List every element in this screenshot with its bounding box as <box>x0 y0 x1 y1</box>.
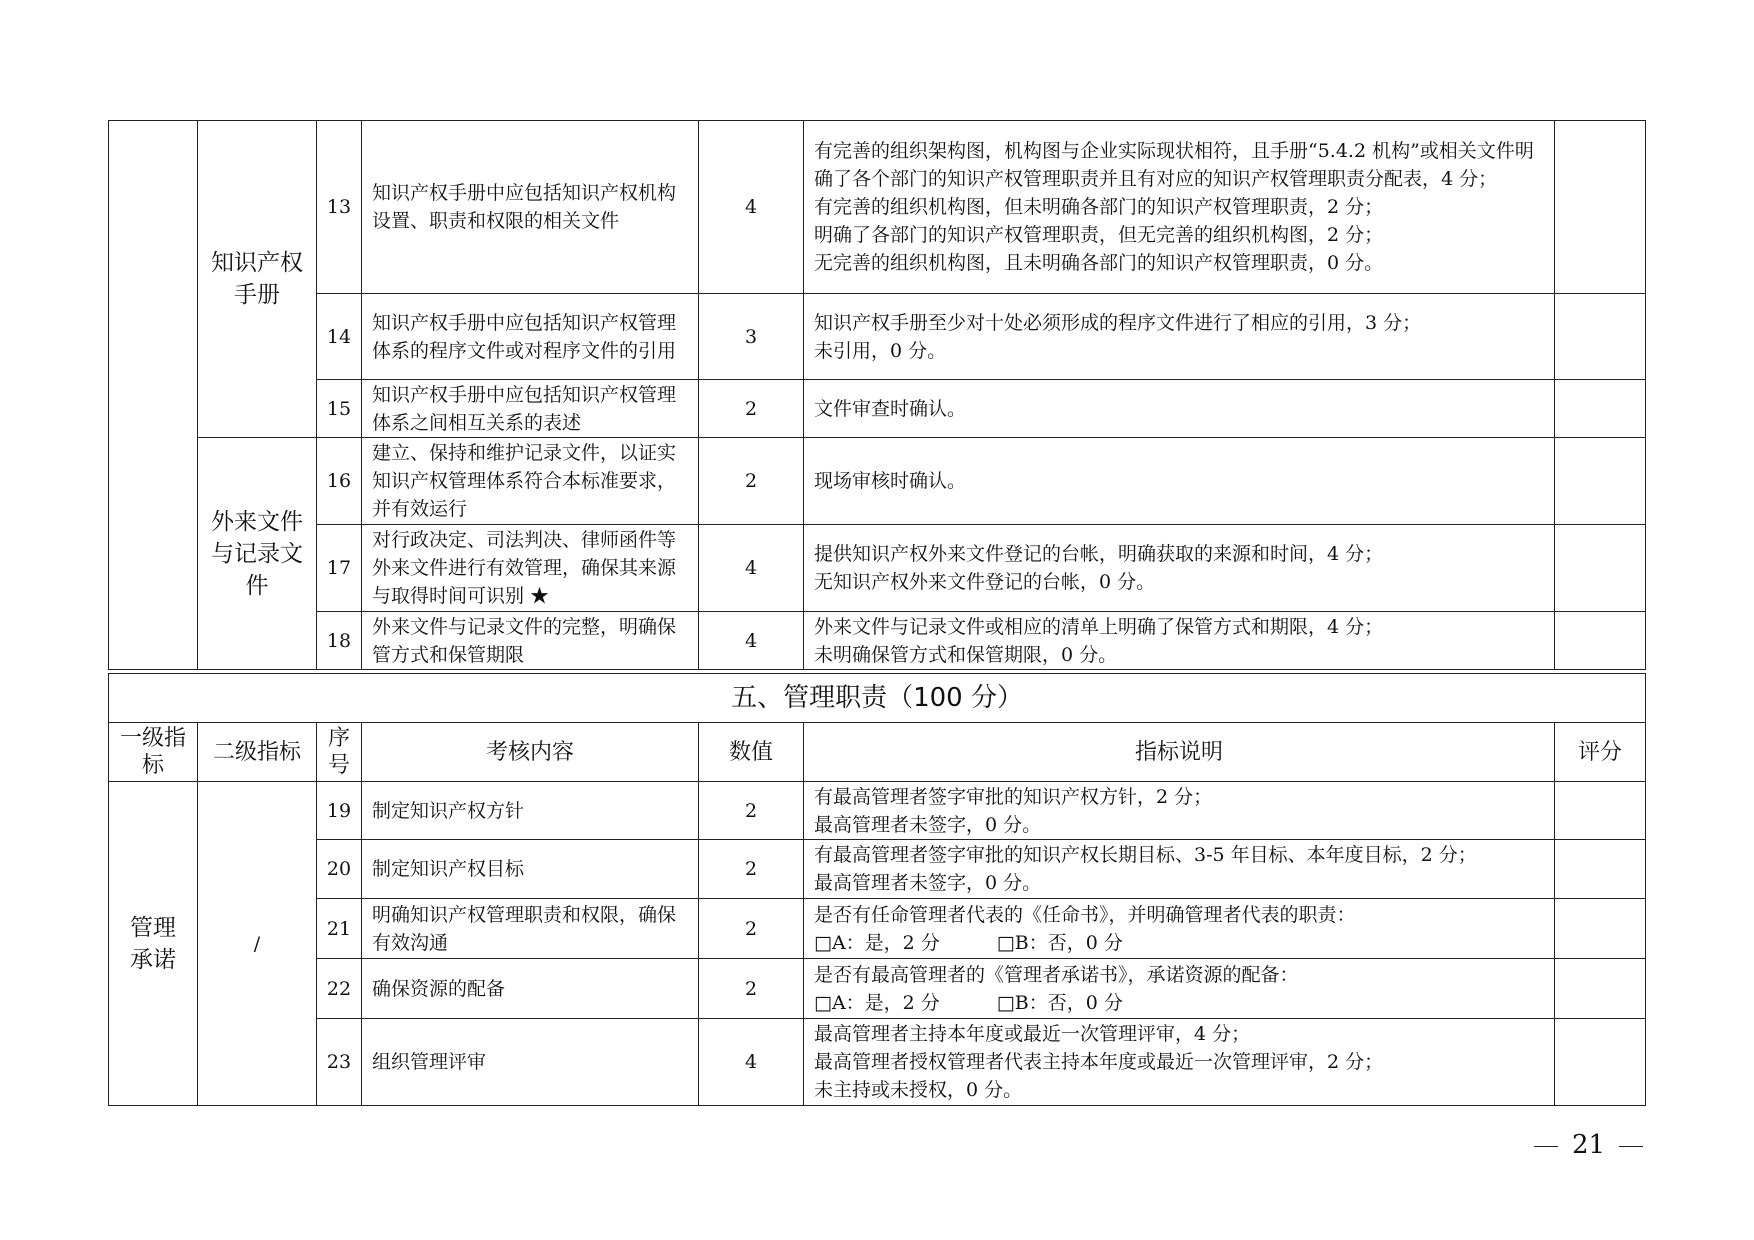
assessment-content: 制定知识产权方针 <box>362 782 699 840</box>
value-cell: 2 <box>699 899 804 959</box>
assessment-content: 组织管理评审 <box>362 1019 699 1106</box>
indicator-description: 有完善的组织架构图，机构图与企业实际现状相符，且手册“5.4.2 机构”或相关文件明确了各个部门的知识产权管理职责并且有对应的知识产权管理职责分配表，4 分； 有完善的组织机构图，但未明确各部门的知识产权管理职责，2 分； 明确了各部门的知识产权管理职责，但无完善的组织机构图，2 分； 无完善的组织机构图，且未明确各部门的知识产权管理职责，0 分。 <box>804 121 1555 294</box>
row-number: 21 <box>317 899 362 959</box>
indicator-description: 是否有最高管理者的《管理者承诺书》，承诺资源的配备： □A：是，2 分 □B：否，0 分 <box>804 959 1555 1019</box>
header-level2: 二级指标 <box>198 723 317 782</box>
indicator-description: 提供知识产权外来文件登记的台帐，明确获取的来源和时间，4 分； 无知识产权外来文件登记的台帐，0 分。 <box>804 525 1555 612</box>
row-number: 14 <box>317 294 362 380</box>
table-row <box>109 525 1646 612</box>
score-cell[interactable] <box>1555 899 1646 959</box>
row-number: 18 <box>317 612 362 670</box>
assessment-content: 知识产权手册中应包括知识产权机构设置、职责和权限的相关文件 <box>362 121 699 294</box>
continued-assessment-table <box>108 120 1646 670</box>
score-cell[interactable] <box>1555 294 1646 380</box>
indicator-description: 有最高管理者签字审批的知识产权长期目标、3-5 年目标、本年度目标，2 分； 最高管理者未签字，0 分。 <box>804 840 1555 899</box>
value-cell: 2 <box>699 782 804 840</box>
indicator-description: 文件审查时确认。 <box>804 380 1555 438</box>
section-title-row <box>109 674 1646 723</box>
level2-cell: 知识产权手册 <box>198 121 317 438</box>
assessment-content: 建立、保持和维护记录文件，以证实知识产权管理体系符合本标准要求，并有效运行 <box>362 438 699 525</box>
value-cell: 4 <box>699 525 804 612</box>
assessment-content: 确保资源的配备 <box>362 959 699 1019</box>
dash-right <box>1619 1146 1643 1147</box>
assessment-content: 外来文件与记录文件的完整，明确保管方式和保管期限 <box>362 612 699 670</box>
row-number: 19 <box>317 782 362 840</box>
indicator-description: 外来文件与记录文件或相应的清单上明确了保管方式和期限，4 分； 未明确保管方式和保管期限，0 分。 <box>804 612 1555 670</box>
indicator-description: 最高管理者主持本年度或最近一次管理评审，4 分； 最高管理者授权管理者代表主持本年度或最近一次管理评审，2 分； 未主持或未授权，0 分。 <box>804 1019 1555 1106</box>
value-cell: 2 <box>699 438 804 525</box>
score-cell[interactable] <box>1555 612 1646 670</box>
row-number: 17 <box>317 525 362 612</box>
header-content: 考核内容 <box>362 723 699 782</box>
row-number: 16 <box>317 438 362 525</box>
assessment-content: 知识产权手册中应包括知识产权管理体系的程序文件或对程序文件的引用 <box>362 294 699 380</box>
value-cell: 4 <box>699 1019 804 1106</box>
level1-cell <box>109 121 198 670</box>
assessment-content: 知识产权手册中应包括知识产权管理体系之间相互关系的表述 <box>362 380 699 438</box>
value-cell: 3 <box>699 294 804 380</box>
header-value: 数值 <box>699 723 804 782</box>
score-cell[interactable] <box>1555 121 1646 294</box>
page-number <box>1520 1130 1657 1160</box>
table-row <box>109 121 1646 294</box>
row-number: 22 <box>317 959 362 1019</box>
value-cell: 4 <box>699 121 804 294</box>
header-score: 评分 <box>1555 723 1646 782</box>
assessment-content: 明确知识产权管理职责和权限，确保有效沟通 <box>362 899 699 959</box>
row-number: 13 <box>317 121 362 294</box>
value-cell: 2 <box>699 380 804 438</box>
indicator-description: 是否有任命管理者代表的《任命书》，并明确管理者代表的职责： □A：是，2 分 □B：否，0 分 <box>804 899 1555 959</box>
level1-cell: 管理承诺 <box>109 782 198 1106</box>
table-row <box>109 1019 1646 1106</box>
table-row <box>109 899 1646 959</box>
row-number: 23 <box>317 1019 362 1106</box>
indicator-description: 现场审核时确认。 <box>804 438 1555 525</box>
header-row <box>109 723 1646 782</box>
score-cell[interactable] <box>1555 782 1646 840</box>
value-cell: 2 <box>699 840 804 899</box>
row-number: 15 <box>317 380 362 438</box>
management-responsibility-table <box>108 673 1646 1106</box>
table-row <box>109 380 1646 438</box>
table-row <box>109 294 1646 380</box>
assessment-content: 对行政决定、司法判决、律师函件等外来文件进行有效管理，确保其来源与取得时间可识别 ★ <box>362 525 699 612</box>
table-row <box>109 840 1646 899</box>
value-cell: 2 <box>699 959 804 1019</box>
table-row <box>109 438 1646 525</box>
table-row <box>109 612 1646 670</box>
value-cell: 4 <box>699 612 804 670</box>
indicator-description: 有最高管理者签字审批的知识产权方针，2 分； 最高管理者未签字，0 分。 <box>804 782 1555 840</box>
assessment-content: 制定知识产权目标 <box>362 840 699 899</box>
score-cell[interactable] <box>1555 380 1646 438</box>
header-level1: 一级指标 <box>109 723 198 782</box>
page-number-value: 21 <box>1572 1130 1606 1160</box>
score-cell[interactable] <box>1555 438 1646 525</box>
header-number: 序号 <box>317 723 362 782</box>
dash-left <box>1534 1146 1558 1147</box>
score-cell[interactable] <box>1555 525 1646 612</box>
score-cell[interactable] <box>1555 959 1646 1019</box>
header-description: 指标说明 <box>804 723 1555 782</box>
table-row <box>109 959 1646 1019</box>
row-number: 20 <box>317 840 362 899</box>
score-cell[interactable] <box>1555 1019 1646 1106</box>
score-cell[interactable] <box>1555 840 1646 899</box>
indicator-description: 知识产权手册至少对十处必须形成的程序文件进行了相应的引用，3 分； 未引用，0 分。 <box>804 294 1555 380</box>
table-row <box>109 782 1646 840</box>
level2-cell: / <box>198 782 317 1106</box>
level2-cell: 外来文件与记录文件 <box>198 438 317 670</box>
section-title: 五、管理职责（100 分） <box>109 674 1646 723</box>
